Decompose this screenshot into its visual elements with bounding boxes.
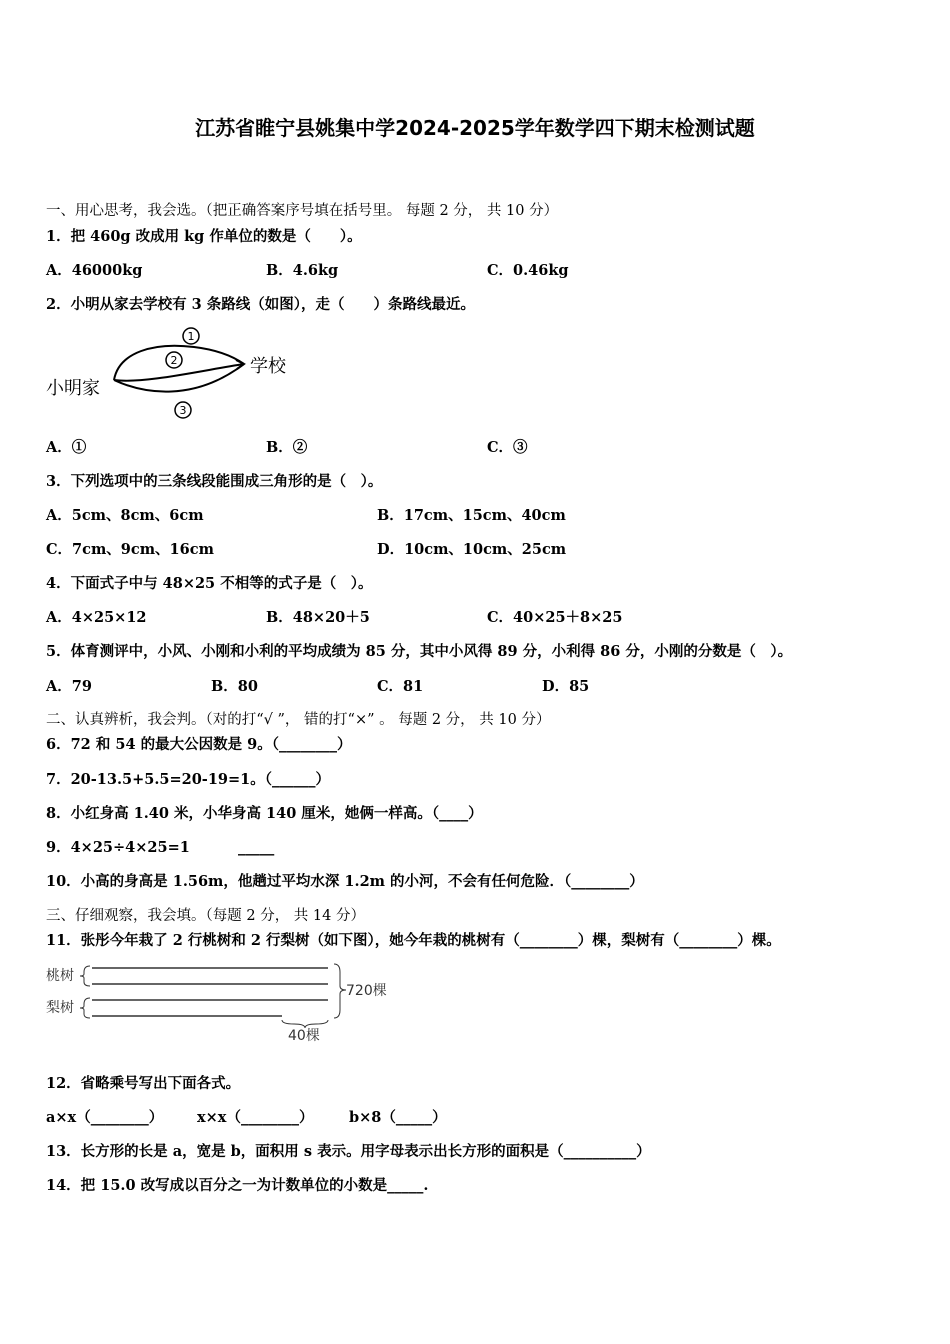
question-7: 7．20-13.5+5.5=20-19=1。（______） [46,771,330,788]
q3-option-c: C．7cm、9cm、16cm [46,541,214,558]
q12-expression-1: a×x（________） [46,1109,164,1126]
q4-option-a: A．4×25×12 [46,609,147,626]
q1-option-c: C．0.46kg [487,262,569,279]
q9-answer-blank: _____ [238,839,275,856]
q3-option-b: B．17cm、15cm、40cm [377,507,566,524]
q3-option-a: A．5cm、8cm、6cm [46,507,204,524]
question-6: 6．72 和 54 的最大公因数是 9。（________） [46,736,352,753]
question-8: 8．小红身高 1.40 米，小华身高 140 厘米，她俩一样高。（____） [46,805,483,822]
tree-rows-diagram [44,960,404,1046]
q5-option-c: C．81 [377,678,424,695]
question-12: 12．省略乘号写出下面各式。 [46,1075,241,1092]
difference-label: 40棵 [288,1028,320,1044]
q12-expression-2: x×x（________） [197,1109,314,1126]
q2-option-b: B．② [266,439,308,456]
total-label: 720棵 [346,983,387,999]
q3-option-d: D．10cm、10cm、25cm [377,541,567,558]
route-1-label: 1 [187,330,195,343]
q4-option-c: C．40×25＋8×25 [487,609,623,626]
page-title: 江苏省睢宁县姚集中学2024-2025学年数学四下期末检测试题 [195,116,755,140]
q5-option-a: A．79 [46,678,92,695]
question-5: 5．体育测评中，小风、小刚和小利的平均成绩为 85 分，其中小风得 89 分，小利得 86 分，小刚的分数是（ ）。 [46,643,793,660]
school-label: 学校 [250,356,286,377]
q5-option-d: D．85 [542,678,590,695]
q2-option-c: C．③ [487,439,528,456]
question-11: 11．张彤今年栽了 2 行桃树和 2 行梨树（如下图），她今年栽的桃树有（________）棵，梨树有（________）棵。 [46,932,781,949]
section-2-heading: 二、认真辨析，我会判。（对的打“√ ”， 错的打“×” 。 每题 2 分， 共 10 分） [46,712,551,728]
question-2: 2．小明从家去学校有 3 条路线（如图），走（ ）条路线最近。 [46,296,476,313]
question-10: 10．小高的身高是 1.56m，他趟过平均水深 1.2m 的小河，不会有任何危险．（________） [46,873,644,890]
peach-label: 桃树 [46,968,74,984]
question-3: 3．下列选项中的三条线段能围成三角形的是（ ）。 [46,473,383,490]
q4-option-b: B．48×20＋5 [266,609,370,626]
question-9: 9．4×25÷4×25=1 [46,839,190,856]
question-1: 1．把 460g 改成用 kg 作单位的数是（ ）。 [46,228,362,245]
pear-label: 梨树 [46,1000,74,1016]
q5-option-b: B．80 [211,678,258,695]
route-2-label: 2 [170,354,178,367]
route-3-label: 3 [179,404,187,417]
route-diagram [44,322,304,422]
q1-option-b: B．4.6kg [266,262,339,279]
home-label: 小明家 [46,378,100,399]
question-13: 13．长方形的长是 a，宽是 b，面积用 s 表示。用字母表示出长方形的面积是（__________） [46,1143,651,1160]
question-4: 4．下面式子中与 48×25 不相等的式子是（ ）。 [46,575,373,592]
q12-expression-3: b×8（_____） [349,1109,447,1126]
section-1-heading: 一、用心思考，我会选。（把正确答案序号填在括号里。 每题 2 分， 共 10 分） [46,203,559,219]
question-14: 14．把 15.0 改写成以百分之一为计数单位的小数是_____. [46,1177,429,1194]
q1-option-a: A．46000kg [46,262,143,279]
section-3-heading: 三、仔细观察，我会填。（每题 2 分， 共 14 分） [46,908,365,924]
q2-option-a: A．① [46,439,87,456]
